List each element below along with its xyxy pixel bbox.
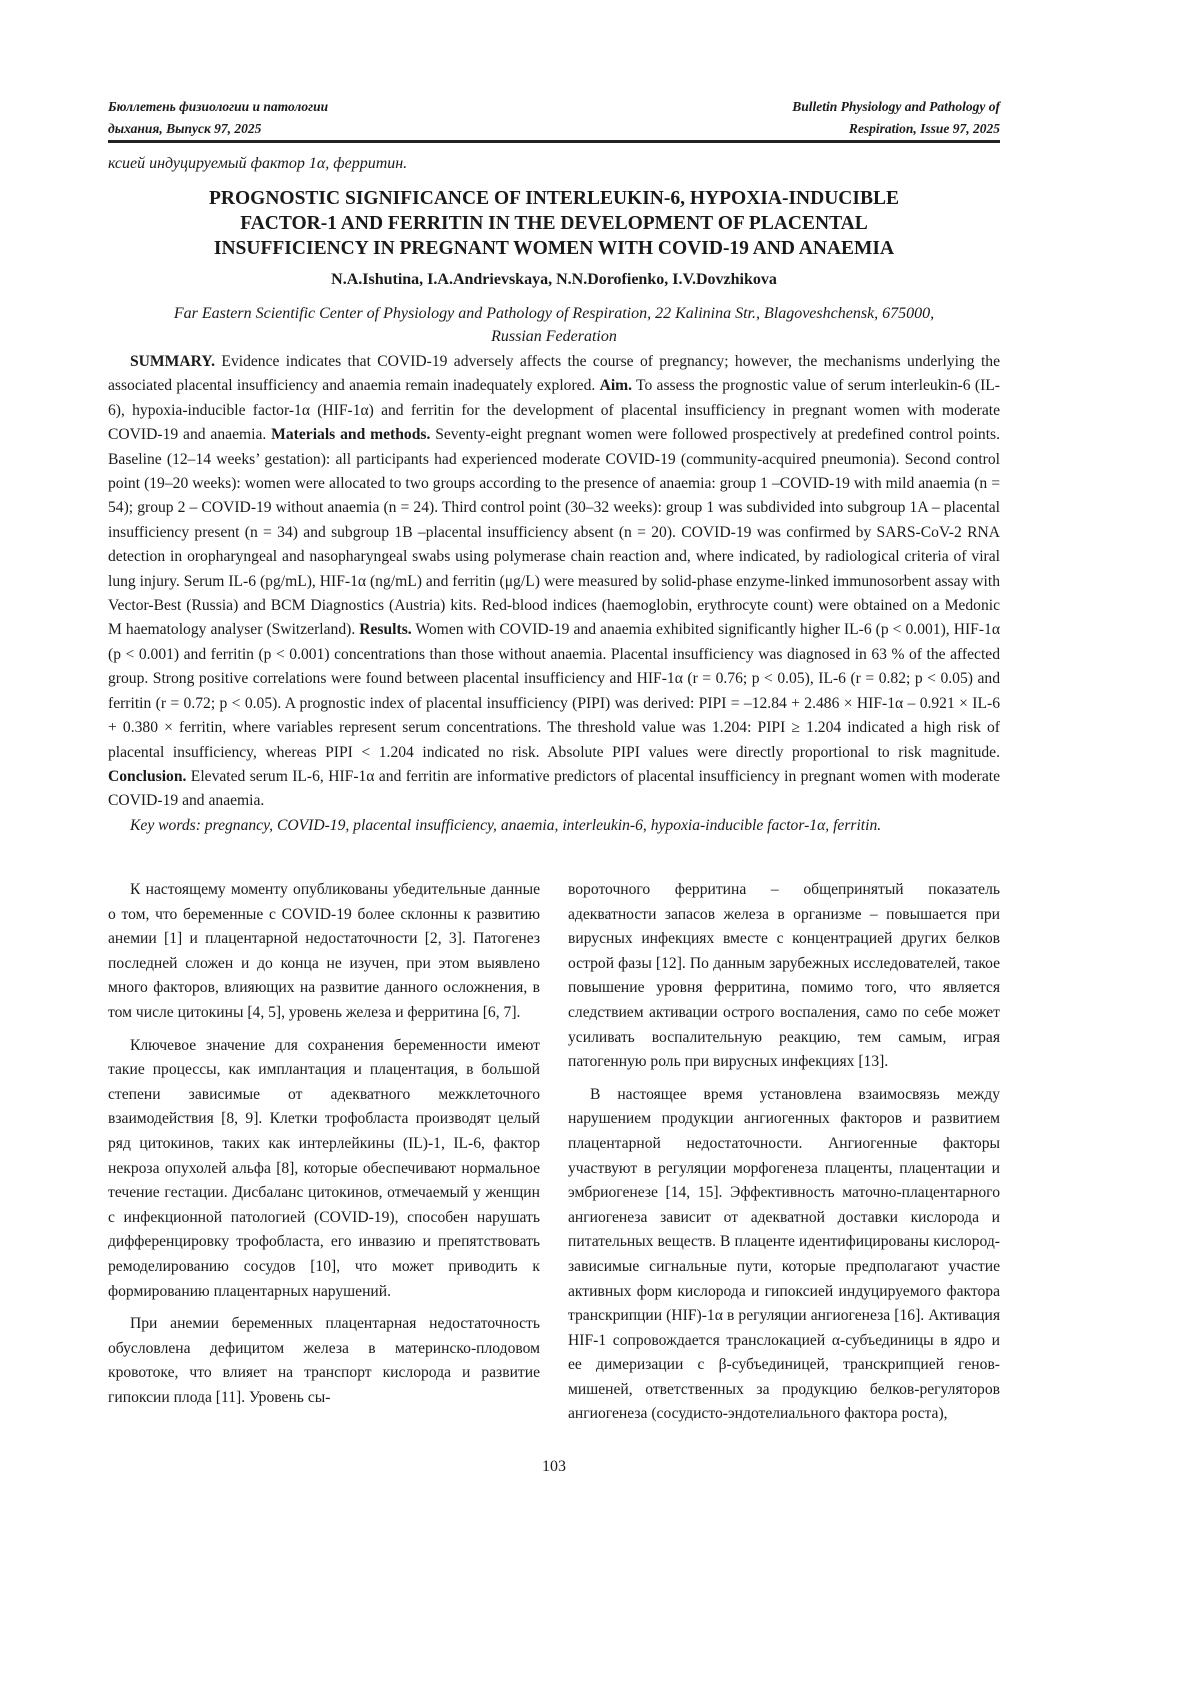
title-line: FACTOR-1 AND FERRITIN IN THE DEVELOPMENT OF PLACENTAL <box>108 211 1000 236</box>
body-paragraph: Ключевое значение для сохранения беременности имеют такие процессы, как имплантация и плацентация, в большой степени зависимые от адекватного межклеточного взаимодействия [8, 9]. Клетки трофобласта производят целый ряд цитокинов, таких как интерлейкины (IL)-1, IL-6, фактор некроза опухолей альфа [8], которые обеспечивают нормальное течение гестации. Дисбаланс цитокинов, отмечаемый у женщин с инфекционной патологией (COVID-19), способен нарушать дифференцировку трофобласта, его инвазию и препятствовать ремоделированию сосудов [10], что может приводить к формированию плацентарных нарушений. <box>108 1034 540 1305</box>
methods-label: Materials and methods. <box>271 426 430 443</box>
results-label: Results. <box>359 621 411 638</box>
header-ru-line2: дыхания, Выпуск 97, 2025 <box>108 118 328 140</box>
ru-keywords-tail: ксией индуцируемый фактор 1α, ферритин. <box>108 155 407 173</box>
body-paragraph: В настоящее время установлена взаимосвязь между нарушением продукции ангиогенных факторов и развитием плацентарной недостаточности. Ангиогенные факторы участвуют в регуляции морфогенеза плаценты, плацентации и эмбриогенезе [14, 15]. Эффективность маточно-плацентарного ангиогенеза зависит от адекватной доставки кислорода и питательных веществ. В плаценте идентифицированы кислород-зависимые сигнальные пути, которые предполагают участие активных форм кислорода и гипоксией индуцируемого фактора транскрипции (HIF)-1α в регуляции ангиогенеза [16]. Активация HIF-1 сопровождается транслокацией α-субъединицы в ядро и ее димеризации с β-субъединицей, транскрипцией генов-мишеней, ответственных за продукцию белков-регуляторов ангиогенеза (сосудисто-эндотелиального фактора роста), <box>568 1083 1000 1427</box>
results-text: Women with COVID-19 and anaemia exhibited significantly higher IL-6 (p < 0.001), HIF-1α (p < 0.001) and ferritin (p < 0.001) concentrations than those without anaemia. Placental insufficiency was diagnosed in 63 % of the affected group. Strong positive correlations were found between placental insufficiency and HIF-1α (r = 0.76; p < 0.05), IL-6 (r = 0.82; p < 0.05) and ferritin (r = 0.72; p < 0.05). A prognostic index of placental insufficiency (PIPI) was derived: PIPI = –12.84 + 2.486 × HIF-1α – 0.921 × IL-6 + 0.380 × ferritin, where variables represent serum concentrations. The threshold value was 1.204: PIPI ≥ 1.204 indicated a high risk of placental insufficiency, whereas PIPI < 1.204 indicated no risk. Absolute PIPI values were directly proportional to risk magnitude. <box>108 621 1000 760</box>
left-column <box>108 878 540 1418</box>
keywords-text: Key words: pregnancy, COVID-19, placental insufficiency, anaemia, interleukin-6, hypoxia-inducible factor-1α, ferritin. <box>130 817 881 834</box>
affiliation <box>108 302 1000 348</box>
body-paragraph: вороточного ферритина – общепринятый показатель адекватности запасов железа в организме – повышается при вирусных инфекциях вместе с концентрацией других белков острой фазы [12]. По данным зарубежных исследователей, такое повышение уровня ферритина, помимо того, что является следствием активации острого воспаления, само по себе может усиливать воспалительную реакцию, тем самым, играя патогенную роль при вирусных инфекциях [13]. <box>568 878 1000 1075</box>
title-line: PROGNOSTIC SIGNIFICANCE OF INTERLEUKIN-6, HYPOXIA-INDUCIBLE <box>108 186 1000 211</box>
header-en-line2: Respiration, Issue 97, 2025 <box>792 118 1000 140</box>
header-ru-line1: Бюллетень физиологии и патологии <box>108 96 328 118</box>
keywords <box>108 814 1000 838</box>
authors: N.A.Ishutina, I.A.Andrievskaya, N.N.Dorofienko, I.V.Dovzhikova <box>108 271 1000 289</box>
affiliation-line: Russian Federation <box>108 325 1000 348</box>
aim-label: Aim. <box>600 377 632 394</box>
journal-header-en <box>792 96 1000 140</box>
journal-header-ru <box>108 96 328 140</box>
affiliation-line: Far Eastern Scientific Center of Physiology and Pathology of Respiration, 22 Kalinina Str., Blagoveshchensk, 675000, <box>108 302 1000 325</box>
summary-label: SUMMARY. <box>130 353 215 370</box>
summary-paragraph <box>108 350 1000 814</box>
methods-text: Seventy-eight pregnant women were followed prospectively at predefined control points. Baseline (12–14 weeks’ gestation): all participants had experienced moderate COVID-19 (community-acquired pneumonia). Second control point (19–20 weeks): women were allocated to two groups according to the presence of anaemia: group 1 –COVID-19 with mild anaemia (n = 54); group 2 – COVID-19 without anaemia (n = 24). Third control point (30–32 weeks): group 1 was subdivided into subgroup 1A – placental insufficiency present (n = 34) and subgroup 1B –placental insufficiency absent (n = 20). COVID-19 was confirmed by SARS-CoV-2 RNA detection in oropharyngeal and nasopharyngeal swabs using polymerase chain reaction and, where indicated, by radiological criteria of viral lung injury. Serum IL-6 (pg/mL), HIF-1α (ng/mL) and ferritin (μg/L) were measured by solid-phase enzyme-linked immunosorbent assay with Vector-Best (Russia) and BCM Diagnostics (Austria) kits. Red-blood indices (haemoglobin, erythrocyte count) were obtained on a Medonic M haematology analyser (Switzerland). <box>108 426 1000 638</box>
conclusion-text: Elevated serum IL-6, HIF-1α and ferritin are informative predictors of placental insufficiency in pregnant women with moderate COVID-19 and anaemia. <box>108 768 1000 809</box>
body-paragraph: При анемии беременных плацентарная недостаточность обусловлена дефицитом железа в материнско-плодовом кровотоке, что влияет на транспорт кислорода и развитие гипоксии плода [11]. Уровень сы- <box>108 1312 540 1410</box>
title-line: INSUFFICIENCY IN PREGNANT WOMEN WITH COVID-19 AND ANAEMIA <box>108 236 1000 261</box>
header-rule <box>108 140 1000 143</box>
article-title <box>108 186 1000 261</box>
right-column <box>568 878 1000 1435</box>
aim-text: To assess the prognostic value of serum interleukin-6 (IL-6), hypoxia-inducible factor-1α (HIF-1α) and ferritin for the development of placental insufficiency in pregnant women with moderate COVID-19 and anaemia. <box>108 377 1000 443</box>
page-number: 103 <box>0 1458 1108 1476</box>
summary <box>108 350 1000 838</box>
summary-text: Evidence indicates that COVID-19 adversely affects the course of pregnancy; however, the mechanisms underlying the associated placental insufficiency and anaemia remain inadequately explored. <box>108 353 1000 394</box>
body-paragraph: К настоящему моменту опубликованы убедительные данные о том, что беременные с COVID-19 более склонны к развитию анемии [1] и плацентарной недостаточности [2, 3]. Патогенез последней сложен и до конца не изучен, при этом выявлено много факторов, влияющих на развитие данного осложнения, в том числе цитокины [4, 5], уровень железа и ферритина [6, 7]. <box>108 878 540 1026</box>
header-en-line1: Bulletin Physiology and Pathology of <box>792 96 1000 118</box>
conclusion-label: Conclusion. <box>108 768 186 785</box>
